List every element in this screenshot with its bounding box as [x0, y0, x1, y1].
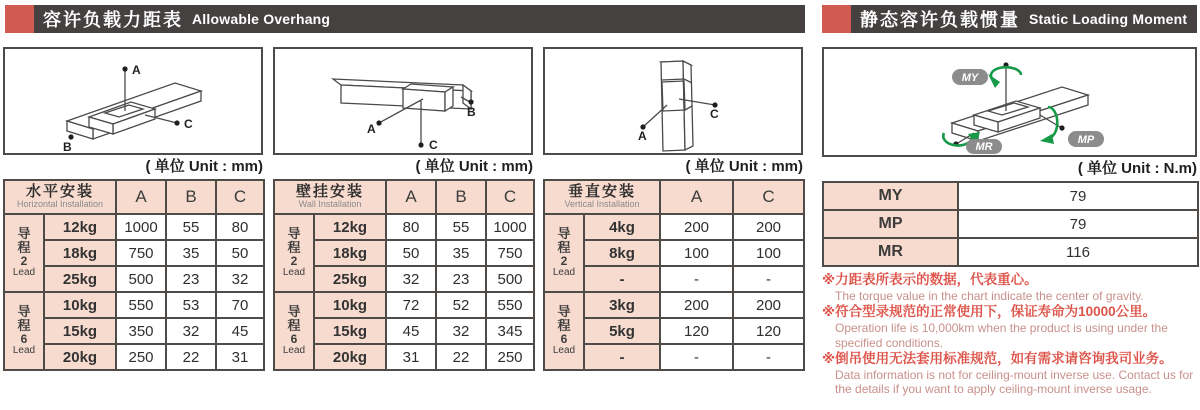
horizontal-installation-diagram	[5, 49, 261, 153]
moment-value: 116	[958, 238, 1198, 266]
value-a: 31	[386, 344, 436, 370]
footnote-zh: ※力距表所表示的数据，代表重心。	[822, 272, 1038, 287]
value-a: 750	[116, 240, 166, 266]
table-name-zh: 垂直安装	[568, 182, 637, 200]
load-cell: 25kg	[44, 266, 116, 292]
value-c: 31	[216, 344, 264, 370]
vertical-installation-block	[543, 47, 803, 371]
section-title-en: Static Loading Moment	[1029, 11, 1188, 27]
lead6-cell: 导 程 6 Lead	[4, 292, 44, 370]
table-name-cell	[274, 180, 386, 214]
column-header-c: C	[216, 180, 264, 214]
section-title-zh: 容许负载力距表	[43, 10, 183, 30]
value-a: 350	[116, 318, 166, 344]
value-c: 345	[486, 318, 534, 344]
column-header-b: B	[166, 180, 216, 214]
value-c: 120	[733, 318, 804, 344]
value-b: 53	[166, 292, 216, 318]
value-a: 100	[660, 240, 733, 266]
value-a: 200	[660, 292, 733, 318]
table-name-en: Horizontal Installation	[16, 199, 104, 210]
vertical-diagram-box	[543, 47, 803, 155]
value-c: 550	[486, 292, 534, 318]
wall-installation-diagram	[275, 49, 531, 153]
footnote	[822, 304, 1200, 350]
wall-installation-block	[273, 47, 533, 371]
allowable-overhang-header	[5, 5, 805, 33]
static-loading-moment-header	[822, 5, 1197, 33]
footnote-en: Operation life is 10,000km when the product is using under the specified conditions.	[835, 321, 1168, 350]
horizontal-diagram-box	[3, 47, 263, 155]
load-cell: 10kg	[44, 292, 116, 318]
value-c: 32	[216, 266, 264, 292]
moment-diagram-box	[822, 47, 1197, 157]
value-b: 23	[166, 266, 216, 292]
value-b: 55	[436, 214, 486, 240]
footnote	[822, 351, 1200, 397]
point-b-label: B	[63, 140, 72, 153]
unit-label: ( 单位 Unit : mm)	[145, 158, 263, 175]
table-row	[274, 214, 534, 240]
lead2-cell: 导 程 2 Lead	[274, 214, 314, 292]
table-name-en: Wall Installation	[298, 199, 362, 210]
static-loading-moment-titlebar	[851, 5, 1197, 33]
lead6-cell: 导 程 6 Lead	[544, 292, 584, 370]
table-row	[823, 238, 1198, 266]
table-name-cell	[4, 180, 116, 214]
my-badge-label: MY	[961, 72, 979, 84]
value-c: -	[733, 266, 804, 292]
horizontal-installation-table	[3, 179, 265, 371]
value-b: 35	[166, 240, 216, 266]
footnotes	[822, 272, 1200, 397]
lead2-cell: 导 程 2 Lead	[4, 214, 44, 292]
footnote-zh: ※倒吊使用无法套用标准规范，如有需求请咨询我司业务。	[822, 350, 1173, 366]
footnote	[822, 272, 1200, 303]
value-c: 1000	[486, 214, 534, 240]
vertical-installation-diagram	[545, 49, 801, 153]
wall-diagram-box	[273, 47, 533, 155]
point-b-label: B	[467, 105, 476, 119]
value-c: -	[733, 344, 804, 370]
mr-badge-label: MR	[975, 141, 993, 153]
point-a-label: A	[638, 129, 647, 143]
value-b: 22	[166, 344, 216, 370]
value-c: 750	[486, 240, 534, 266]
value-a: 500	[116, 266, 166, 292]
footnote-zh: ※符合型录规范的正常使用下，保证寿命为10000公里。	[822, 304, 1157, 320]
moment-value: 79	[958, 182, 1198, 210]
allowable-overhang-titlebar	[34, 5, 805, 33]
value-b: 23	[436, 266, 486, 292]
load-cell: -	[584, 266, 660, 292]
value-a: -	[660, 266, 733, 292]
load-cell: 4kg	[584, 214, 660, 240]
table-name-zh: 壁挂安装	[296, 182, 365, 200]
value-a: 250	[116, 344, 166, 370]
load-cell: 15kg	[314, 318, 386, 344]
column-header-c: C	[486, 180, 534, 214]
load-cell: 25kg	[314, 266, 386, 292]
value-a: 80	[386, 214, 436, 240]
red-accent-square	[822, 5, 851, 33]
table-name-en: Vertical Installation	[564, 199, 640, 210]
mp-badge-label: MP	[1077, 134, 1095, 146]
value-a: 1000	[116, 214, 166, 240]
table-row	[544, 292, 804, 318]
value-c: 80	[216, 214, 264, 240]
lead6-cell: 导 程 6 Lead	[274, 292, 314, 370]
red-accent-square	[5, 5, 34, 33]
value-b: 32	[436, 318, 486, 344]
column-header-a: A	[660, 180, 733, 214]
moment-label: MY	[823, 182, 958, 210]
section-title-zh: 静态容许负载惯量	[860, 10, 1020, 30]
load-cell: 18kg	[314, 240, 386, 266]
load-cell: 20kg	[314, 344, 386, 370]
moment-table	[822, 181, 1199, 267]
value-a: 72	[386, 292, 436, 318]
unit-label: ( 单位 Unit : mm)	[685, 158, 803, 175]
column-header-a: A	[116, 180, 166, 214]
load-cell: 5kg	[584, 318, 660, 344]
value-c: 250	[486, 344, 534, 370]
value-c: 500	[486, 266, 534, 292]
unit-label: ( 单位 Unit : mm)	[415, 158, 533, 175]
section-title-en: Allowable Overhang	[192, 11, 331, 27]
load-cell: 10kg	[314, 292, 386, 318]
horizontal-installation-block	[3, 47, 263, 371]
point-c-label: C	[710, 107, 719, 121]
value-b: 22	[436, 344, 486, 370]
moment-value: 79	[958, 210, 1198, 238]
load-cell: -	[584, 344, 660, 370]
point-a-label: A	[367, 122, 376, 136]
value-c: 50	[216, 240, 264, 266]
value-b: 35	[436, 240, 486, 266]
static-loading-moment-block	[822, 47, 1197, 398]
value-a: 550	[116, 292, 166, 318]
value-c: 70	[216, 292, 264, 318]
value-c: 200	[733, 292, 804, 318]
value-b: 55	[166, 214, 216, 240]
column-header-b: B	[436, 180, 486, 214]
moment-diagram	[824, 49, 1195, 155]
moment-label: MP	[823, 210, 958, 238]
column-header-c: C	[733, 180, 804, 214]
point-a-label: A	[132, 63, 141, 77]
value-a: 45	[386, 318, 436, 344]
footnote-en: Data information is not for ceiling-mount inverse use. Contact us for the details if you want to apply ceiling-mount inverse usage.	[835, 367, 1194, 397]
table-row	[544, 214, 804, 240]
value-a: 200	[660, 214, 733, 240]
value-c: 100	[733, 240, 804, 266]
load-cell: 8kg	[584, 240, 660, 266]
load-cell: 12kg	[314, 214, 386, 240]
value-b: 52	[436, 292, 486, 318]
load-cell: 12kg	[44, 214, 116, 240]
table-row	[274, 292, 534, 318]
vertical-installation-table	[543, 179, 805, 371]
unit-label: ( 单位 Unit : N.m)	[1077, 160, 1197, 177]
load-cell: 15kg	[44, 318, 116, 344]
load-cell: 18kg	[44, 240, 116, 266]
value-a: -	[660, 344, 733, 370]
table-name-cell	[544, 180, 660, 214]
table-row	[4, 292, 264, 318]
point-c-label: C	[429, 138, 438, 152]
value-a: 50	[386, 240, 436, 266]
table-row	[4, 214, 264, 240]
load-cell: 3kg	[584, 292, 660, 318]
value-a: 120	[660, 318, 733, 344]
table-name-zh: 水平安装	[26, 182, 95, 200]
point-c-label: C	[184, 117, 193, 131]
column-header-a: A	[386, 180, 436, 214]
table-row	[823, 210, 1198, 238]
value-b: 32	[166, 318, 216, 344]
table-row	[823, 182, 1198, 210]
wall-installation-table	[273, 179, 535, 371]
value-c: 45	[216, 318, 264, 344]
value-c: 200	[733, 214, 804, 240]
lead2-cell: 导 程 2 Lead	[544, 214, 584, 292]
footnote-en: The torque value in the chart indicate the center of gravity.	[835, 288, 1144, 303]
value-a: 32	[386, 266, 436, 292]
moment-label: MR	[823, 238, 958, 266]
load-cell: 20kg	[44, 344, 116, 370]
